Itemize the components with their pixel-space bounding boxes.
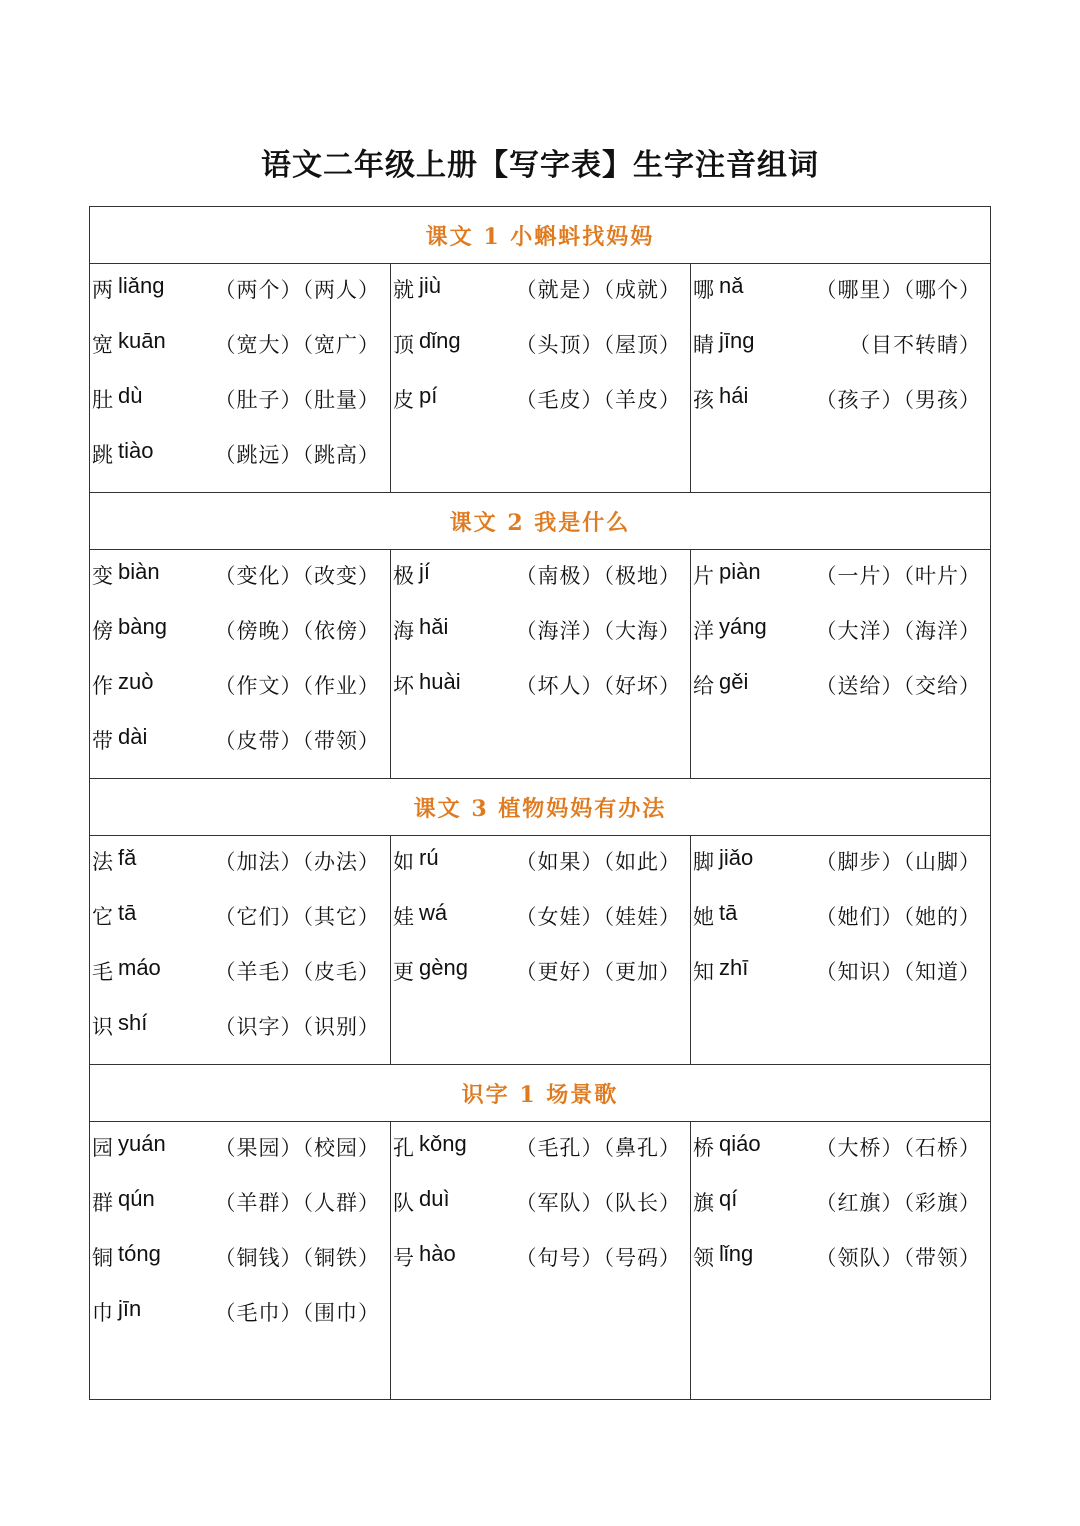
word-examples: （如果）（如此）	[515, 850, 681, 874]
character-entry	[393, 664, 691, 704]
pinyin: dài	[118, 724, 148, 749]
word-examples: （知识）（知道）	[815, 960, 981, 984]
character: 孔	[393, 1136, 414, 1160]
character: 群	[92, 1191, 113, 1215]
character-entry	[693, 664, 991, 704]
word-examples: （羊毛）（皮毛）	[214, 960, 380, 984]
word-examples: （送给）（交给）	[815, 674, 981, 698]
pinyin: gèng	[419, 955, 468, 980]
pinyin: tā	[719, 900, 738, 925]
character-entry	[393, 1236, 691, 1276]
character-entry	[92, 609, 390, 649]
character: 皮	[393, 388, 414, 412]
character-entry	[693, 323, 991, 363]
word-examples: （傍晚）（依傍）	[214, 619, 380, 643]
pinyin: kuān	[118, 328, 166, 353]
character-entry	[92, 1126, 390, 1166]
pinyin: qiáo	[719, 1131, 761, 1156]
character-entry	[92, 554, 390, 594]
lesson-column	[390, 836, 691, 1064]
character: 娃	[393, 905, 414, 929]
character: 肚	[92, 388, 113, 412]
word-examples: （作文）（作业）	[214, 674, 380, 698]
character: 法	[92, 850, 113, 874]
word-examples: （一片）（叶片）	[815, 564, 981, 588]
character: 变	[92, 564, 113, 588]
character-entry	[92, 268, 390, 308]
character: 队	[393, 1191, 414, 1215]
word-examples: （她们）（她的）	[815, 905, 981, 929]
character-entry	[92, 1005, 390, 1045]
word-examples: （南极）（极地）	[515, 564, 681, 588]
word-examples: （更好）（更加）	[515, 960, 681, 984]
lesson-header: 识字 1 场景歌	[90, 1065, 990, 1122]
word-examples: （加法）（办法）	[214, 850, 380, 874]
pinyin: nǎ	[719, 273, 744, 298]
lesson-column	[390, 264, 691, 492]
character-entry	[393, 268, 691, 308]
word-examples: （变化）（改变）	[214, 564, 380, 588]
character-entry	[92, 1291, 390, 1331]
character: 极	[393, 564, 414, 588]
word-examples: （果园）（校园）	[214, 1136, 380, 1160]
word-examples: （它们）（其它）	[214, 905, 380, 929]
pinyin: kǒng	[419, 1131, 467, 1156]
character-entry	[393, 323, 691, 363]
pinyin: hǎi	[419, 614, 449, 639]
pinyin: pí	[419, 383, 438, 408]
lesson-column	[90, 264, 390, 492]
character-entry	[92, 664, 390, 704]
pinyin: liǎng	[118, 273, 165, 298]
pinyin: jiù	[419, 273, 442, 298]
character-entry	[92, 323, 390, 363]
character: 识	[92, 1015, 113, 1039]
character: 就	[393, 278, 414, 302]
character: 作	[92, 674, 113, 698]
word-examples: （宽大）（宽广）	[214, 333, 380, 357]
pinyin: jiǎo	[719, 845, 754, 870]
word-examples: （孩子）（男孩）	[815, 388, 981, 412]
character-entry	[693, 378, 991, 418]
character-table	[89, 206, 991, 1400]
character-entry	[693, 609, 991, 649]
lesson-header: 课文 2 我是什么	[90, 493, 990, 550]
character: 脚	[693, 850, 714, 874]
character-entry	[693, 554, 991, 594]
pinyin: tā	[118, 900, 137, 925]
pinyin: bàng	[118, 614, 167, 639]
lesson-column	[90, 836, 390, 1064]
word-examples: （毛皮）（羊皮）	[515, 388, 681, 412]
character: 宽	[92, 333, 113, 357]
pinyin: shí	[118, 1010, 148, 1035]
character-entry	[92, 950, 390, 990]
word-examples: （哪里）（哪个）	[815, 278, 981, 302]
character: 桥	[693, 1136, 714, 1160]
word-examples: （坏人）（好坏）	[515, 674, 681, 698]
character: 哪	[693, 278, 714, 302]
word-examples: （皮带）（带领）	[214, 729, 380, 753]
pinyin: zuò	[118, 669, 154, 694]
word-examples: （铜钱）（铜铁）	[214, 1246, 380, 1270]
character: 园	[92, 1136, 113, 1160]
pinyin: huài	[419, 669, 461, 694]
lesson-column	[690, 1122, 991, 1399]
lesson-body	[90, 550, 990, 779]
character: 号	[393, 1246, 414, 1270]
pinyin: tiào	[118, 438, 154, 463]
character: 孩	[693, 388, 714, 412]
character-entry	[393, 1126, 691, 1166]
lesson-body	[90, 1122, 990, 1399]
pinyin: gěi	[719, 669, 749, 694]
character: 给	[693, 674, 714, 698]
word-examples: （两个）（两人）	[214, 278, 380, 302]
character: 毛	[92, 960, 113, 984]
character-entry	[393, 609, 691, 649]
character-entry	[693, 895, 991, 935]
pinyin: jīng	[719, 328, 755, 353]
lesson-header: 课文 1 小蝌蚪找妈妈	[90, 207, 990, 264]
character-entry	[693, 1181, 991, 1221]
word-examples: （目不转睛）	[849, 333, 981, 357]
character-entry	[393, 554, 691, 594]
word-examples: （肚子）（肚量）	[214, 388, 380, 412]
character: 领	[693, 1246, 714, 1270]
pinyin: piàn	[719, 559, 761, 584]
character: 旗	[693, 1191, 714, 1215]
pinyin: yáng	[719, 614, 767, 639]
character-entry	[92, 840, 390, 880]
character-entry	[393, 950, 691, 990]
character-entry	[92, 895, 390, 935]
character-entry	[92, 719, 390, 759]
lesson-header: 课文 3 植物妈妈有办法	[90, 779, 990, 836]
word-examples: （红旗）（彩旗）	[815, 1191, 981, 1215]
character-entry	[92, 378, 390, 418]
character: 铜	[92, 1246, 113, 1270]
character-entry	[693, 1236, 991, 1276]
pinyin: máo	[118, 955, 161, 980]
lesson-column	[690, 836, 991, 1064]
word-examples: （领队）（带领）	[815, 1246, 981, 1270]
character: 她	[693, 905, 714, 929]
character: 带	[92, 729, 113, 753]
word-examples: （羊群）（人群）	[214, 1191, 380, 1215]
character: 跳	[92, 443, 113, 467]
word-examples: （识字）（识别）	[214, 1015, 380, 1039]
character-entry	[693, 1126, 991, 1166]
character: 片	[693, 564, 714, 588]
pinyin: duì	[419, 1186, 450, 1211]
page-title: 语文二年级上册【写字表】生字注音组词	[261, 148, 819, 183]
character: 两	[92, 278, 113, 302]
pinyin: dǐng	[419, 328, 461, 353]
pinyin: jīn	[118, 1296, 142, 1321]
character-entry	[393, 378, 691, 418]
word-examples: （大桥）（石桥）	[815, 1136, 981, 1160]
lesson-column	[390, 550, 691, 778]
word-examples: （句号）（号码）	[515, 1246, 681, 1270]
pinyin: rú	[419, 845, 439, 870]
lesson-body	[90, 836, 990, 1065]
character-entry	[92, 1236, 390, 1276]
word-examples: （女娃）（娃娃）	[515, 905, 681, 929]
lesson-column	[690, 550, 991, 778]
character-entry	[693, 950, 991, 990]
character-entry	[92, 433, 390, 473]
character-entry	[693, 268, 991, 308]
pinyin: zhī	[719, 955, 749, 980]
pinyin: qí	[719, 1186, 738, 1211]
lesson-column	[690, 264, 991, 492]
character: 坏	[393, 674, 414, 698]
pinyin: biàn	[118, 559, 160, 584]
character-entry	[693, 840, 991, 880]
pinyin: yuán	[118, 1131, 166, 1156]
lesson-column	[90, 550, 390, 778]
character: 更	[393, 960, 414, 984]
pinyin: dù	[118, 383, 143, 408]
character: 如	[393, 850, 414, 874]
word-examples: （就是）（成就）	[515, 278, 681, 302]
lesson-column	[390, 1122, 691, 1399]
pinyin: fǎ	[118, 845, 137, 870]
character: 知	[693, 960, 714, 984]
pinyin: qún	[118, 1186, 155, 1211]
pinyin: jí	[419, 559, 430, 584]
word-examples: （头顶）（屋顶）	[515, 333, 681, 357]
lesson-body	[90, 264, 990, 493]
word-examples: （海洋）（大海）	[515, 619, 681, 643]
character-entry	[393, 895, 691, 935]
word-examples: （大洋）（海洋）	[815, 619, 981, 643]
lesson-column	[90, 1122, 390, 1399]
character: 它	[92, 905, 113, 929]
character-entry	[92, 1181, 390, 1221]
character: 傍	[92, 619, 113, 643]
character-entry	[393, 840, 691, 880]
pinyin: hào	[419, 1241, 456, 1266]
pinyin: wá	[419, 900, 448, 925]
pinyin: hái	[719, 383, 749, 408]
word-examples: （脚步）（山脚）	[815, 850, 981, 874]
character: 洋	[693, 619, 714, 643]
character: 巾	[92, 1301, 113, 1325]
character-entry	[393, 1181, 691, 1221]
word-examples: （毛巾）（围巾）	[214, 1301, 380, 1325]
character: 海	[393, 619, 414, 643]
word-examples: （军队）（队长）	[515, 1191, 681, 1215]
pinyin: lǐng	[719, 1241, 754, 1266]
pinyin: tóng	[118, 1241, 161, 1266]
character: 顶	[393, 333, 414, 357]
character: 睛	[693, 333, 714, 357]
word-examples: （跳远）（跳高）	[214, 443, 380, 467]
word-examples: （毛孔）（鼻孔）	[515, 1136, 681, 1160]
